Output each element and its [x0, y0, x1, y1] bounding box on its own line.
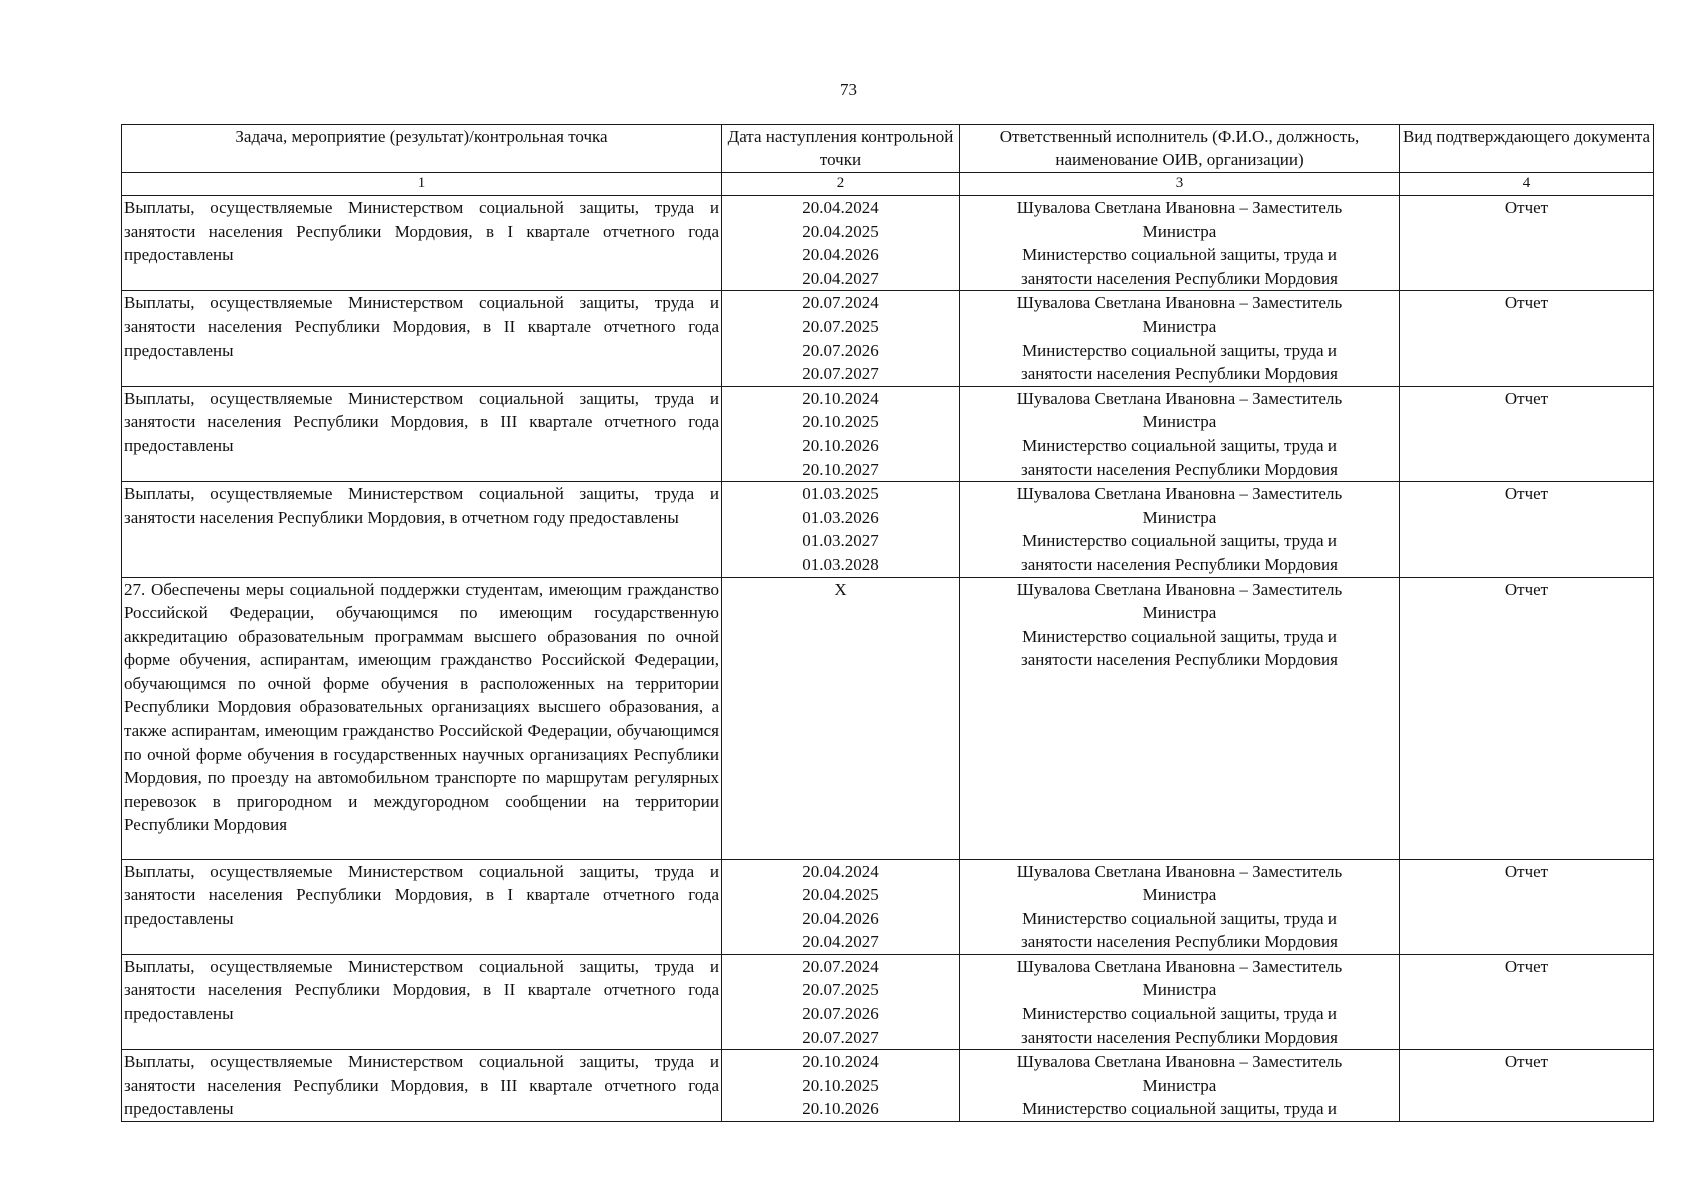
responsible-line: Шувалова Светлана Ивановна – Заместитель: [1016, 956, 1343, 976]
control-points-table: [121, 124, 1654, 1122]
responsible-cell: [960, 1050, 1400, 1122]
control-date: 01.03.2026: [802, 507, 879, 527]
date-cell: [722, 386, 960, 481]
responsible-cell: [960, 196, 1400, 291]
header-task: Задача, мероприятие (результат)/контрольная точка: [122, 125, 722, 173]
responsible-cell: [960, 859, 1400, 954]
document-type-cell: Отчет: [1400, 577, 1654, 859]
document-type-cell: Отчет: [1400, 291, 1654, 386]
control-date: X: [834, 579, 847, 599]
control-date: 01.03.2025: [802, 484, 879, 504]
responsible-line: Министерство социальной защиты, труда и: [1022, 435, 1337, 455]
responsible-line: Шувалова Светлана Ивановна – Заместитель: [1016, 861, 1343, 881]
task-cell: 27. Обеспечены меры социальной поддержки студентам, имеющим гражданство Российской Федерации, обучающимся по имеющим государственную аккредитацию образовательным программам высшего образования по очной форме обучения, аспирантам, имеющим гражданство Российской Федерации, обучающимся по очной форме обучения в расположенных на территории Республики Мордовия образовательных организациях высшего образования, а также аспирантам, имеющим гражданство Российской Федерации, обучающимся по очной форме обучения в государственных научных организациях Республики Мордовия, по проезду на автомобильном транспорте по маршрутам регулярных перевозок в пригородном и междугородном сообщении на территории Республики Мордовия: [122, 577, 722, 859]
responsible-cell: [960, 577, 1400, 859]
task-cell: Выплаты, осуществляемые Министерством социальной защиты, труда и занятости населения Республики Мордовия, в I квартале отчетного года предоставлены: [122, 196, 722, 291]
responsible-line: Министерство социальной защиты, труда и: [1022, 1004, 1337, 1024]
responsible-line: Министерство социальной защиты, труда и: [1022, 626, 1337, 646]
responsible-line: Министра: [1142, 412, 1217, 432]
responsible-line: Шувалова Светлана Ивановна – Заместитель: [1016, 579, 1343, 599]
responsible-line: Министра: [1142, 603, 1217, 623]
responsible-line: Министра: [1142, 221, 1217, 241]
responsible-line: занятости населения Республики Мордовия: [1021, 554, 1338, 574]
responsible-line: занятости населения Республики Мордовия: [1021, 1027, 1338, 1047]
document-type-cell: Отчет: [1400, 196, 1654, 291]
control-date: 20.07.2026: [802, 1004, 879, 1024]
task-cell: Выплаты, осуществляемые Министерством социальной защиты, труда и занятости населения Республики Мордовия, в II квартале отчетного года предоставлены: [122, 291, 722, 386]
table-row: [122, 291, 1654, 386]
responsible-line: Министерство социальной защиты, труда и: [1022, 1099, 1337, 1119]
control-date: 01.03.2028: [802, 554, 879, 574]
control-date: 20.04.2025: [802, 221, 879, 241]
control-date: 20.10.2025: [802, 412, 879, 432]
column-number: 1: [122, 173, 722, 196]
control-date: 20.10.2024: [802, 388, 879, 408]
responsible-line: Министра: [1142, 507, 1217, 527]
table-row: [122, 859, 1654, 954]
table-header-row: [122, 125, 1654, 173]
responsible-line: занятости населения Республики Мордовия: [1021, 650, 1338, 670]
date-cell: [722, 954, 960, 1049]
column-number: 4: [1400, 173, 1654, 196]
task-cell: Выплаты, осуществляемые Министерством социальной защиты, труда и занятости населения Республики Мордовия, в III квартале отчетного года предоставлены: [122, 1050, 722, 1122]
responsible-line: Шувалова Светлана Ивановна – Заместитель: [1016, 484, 1343, 504]
control-date: 20.10.2025: [802, 1075, 879, 1095]
responsible-line: Шувалова Светлана Ивановна – Заместитель: [1016, 293, 1343, 313]
responsible-cell: [960, 954, 1400, 1049]
date-cell: [722, 482, 960, 577]
table-row: [122, 954, 1654, 1049]
responsible-line: Шувалова Светлана Ивановна – Заместитель: [1016, 198, 1343, 217]
date-cell: [722, 859, 960, 954]
control-date: 20.04.2026: [802, 908, 879, 928]
table-row: [122, 386, 1654, 481]
control-date: 20.10.2024: [802, 1052, 879, 1072]
responsible-line: Министерство социальной защиты, труда и: [1022, 245, 1337, 265]
date-cell: [722, 291, 960, 386]
table-row: [122, 482, 1654, 577]
document-type-cell: Отчет: [1400, 954, 1654, 1049]
control-date: 20.07.2024: [802, 956, 879, 976]
table-row: [122, 577, 1654, 859]
control-date: 20.04.2027: [802, 932, 879, 952]
responsible-line: занятости населения Республики Мордовия: [1021, 364, 1338, 384]
responsible-line: занятости населения Республики Мордовия: [1021, 268, 1338, 288]
responsible-line: занятости населения Республики Мордовия: [1021, 459, 1338, 479]
responsible-line: Шувалова Светлана Ивановна – Заместитель: [1016, 388, 1343, 408]
responsible-line: Министра: [1142, 885, 1217, 905]
date-cell: [722, 196, 960, 291]
control-date: 20.10.2026: [802, 1099, 879, 1119]
responsible-line: Министра: [1142, 1075, 1217, 1095]
page-number: 73: [840, 80, 857, 99]
task-cell: Выплаты, осуществляемые Министерством социальной защиты, труда и занятости населения Республики Мордовия, в III квартале отчетного года предоставлены: [122, 386, 722, 481]
responsible-cell: [960, 291, 1400, 386]
control-date: 20.04.2026: [802, 245, 879, 265]
table-row: [122, 1050, 1654, 1122]
task-cell: Выплаты, осуществляемые Министерством социальной защиты, труда и занятости населения Республики Мордовия, в II квартале отчетного года предоставлены: [122, 954, 722, 1049]
control-date: 20.07.2026: [802, 340, 879, 360]
date-cell: [722, 577, 960, 859]
control-date: 20.10.2027: [802, 459, 879, 479]
responsible-line: Министерство социальной защиты, труда и: [1022, 908, 1337, 928]
task-cell: Выплаты, осуществляемые Министерством социальной защиты, труда и занятости населения Республики Мордовия, в I квартале отчетного года предоставлены: [122, 859, 722, 954]
responsible-line: Министерство социальной защиты, труда и: [1022, 531, 1337, 551]
header-date: Дата наступления контрольной точки: [722, 125, 960, 173]
control-date: 20.07.2025: [802, 980, 879, 1000]
control-date: 20.07.2024: [802, 293, 879, 313]
control-date: 20.04.2024: [802, 198, 879, 217]
column-number: 2: [722, 173, 960, 196]
document-type-cell: Отчет: [1400, 859, 1654, 954]
responsible-cell: [960, 386, 1400, 481]
control-date: 20.04.2027: [802, 268, 879, 288]
document-type-cell: Отчет: [1400, 1050, 1654, 1122]
control-date: 20.04.2024: [802, 861, 879, 881]
column-numbers-row: [122, 173, 1654, 196]
control-date: 20.07.2027: [802, 1027, 879, 1047]
task-cell: Выплаты, осуществляемые Министерством социальной защиты, труда и занятости населения Республики Мордовия, в отчетном году предоставлены: [122, 482, 722, 577]
responsible-cell: [960, 482, 1400, 577]
control-date: 20.10.2026: [802, 435, 879, 455]
control-date: 01.03.2027: [802, 531, 879, 551]
responsible-line: Министерство социальной защиты, труда и: [1022, 340, 1337, 360]
responsible-line: Министра: [1142, 316, 1217, 336]
column-number: 3: [960, 173, 1400, 196]
control-date: 20.07.2027: [802, 364, 879, 384]
responsible-line: Министра: [1142, 980, 1217, 1000]
date-cell: [722, 1050, 960, 1122]
responsible-line: Шувалова Светлана Ивановна – Заместитель: [1016, 1052, 1343, 1072]
document-type-cell: Отчет: [1400, 482, 1654, 577]
table-row: [122, 196, 1654, 291]
header-responsible: Ответственный исполнитель (Ф.И.О., должность, наименование ОИВ, организации): [960, 125, 1400, 173]
responsible-line: занятости населения Республики Мордовия: [1021, 932, 1338, 952]
header-document: Вид подтверждающего документа: [1400, 125, 1654, 173]
control-date: 20.07.2025: [802, 316, 879, 336]
document-type-cell: Отчет: [1400, 386, 1654, 481]
control-date: 20.04.2025: [802, 885, 879, 905]
